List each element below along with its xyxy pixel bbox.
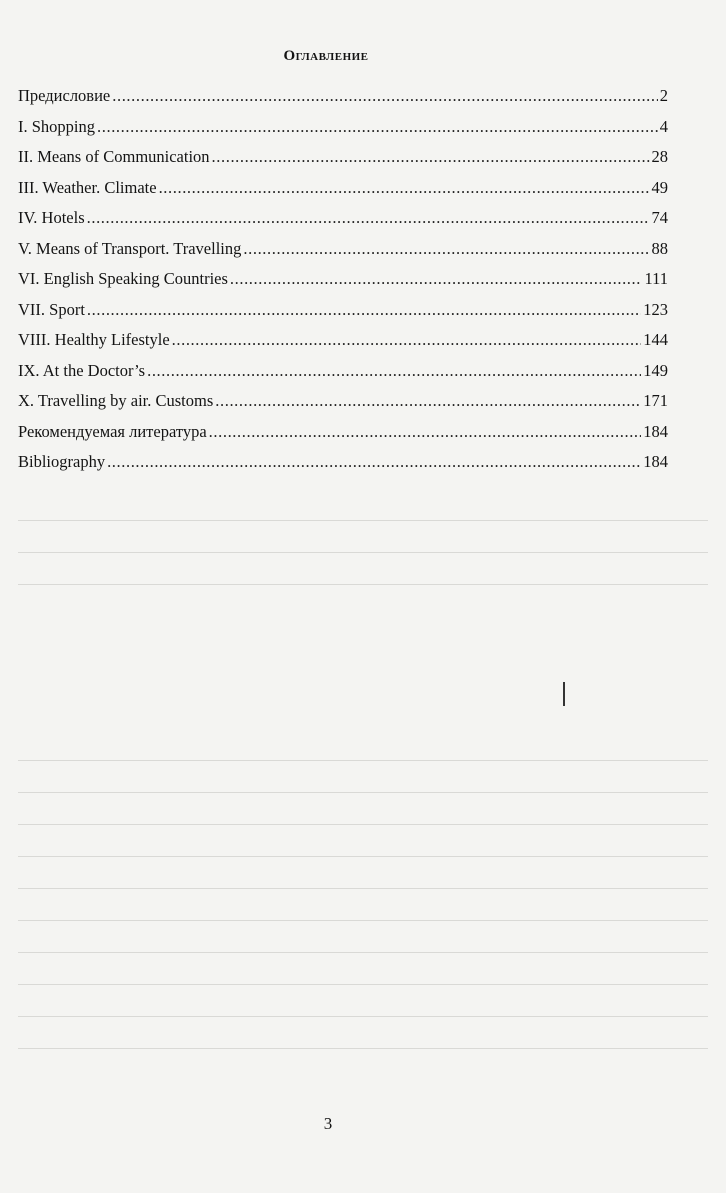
toc-entry-label: III. Weather. Climate xyxy=(18,177,157,197)
toc-entry-page: 171 xyxy=(643,391,668,410)
toc-dot-leader xyxy=(87,208,650,228)
toc-dot-leader xyxy=(230,269,643,289)
toc-title: Оглавление xyxy=(283,48,369,64)
toc-dot-leader xyxy=(243,239,649,259)
toc-entry-label: Bibliography xyxy=(18,452,106,471)
toc-entry xyxy=(18,239,668,270)
toc-entry xyxy=(18,391,668,422)
toc-entry xyxy=(18,208,668,239)
toc-entry-label: V. Means of Transport. Travelling xyxy=(18,238,242,258)
toc-entry-page: 28 xyxy=(651,147,668,166)
toc-entry-label: II. Means of Communication xyxy=(18,147,210,166)
toc-entry-label: VII. Sport xyxy=(18,299,85,319)
toc-entry-label: I. Shopping xyxy=(18,116,96,136)
toc-entry xyxy=(18,452,668,483)
toc-entry xyxy=(18,300,668,331)
toc-entry-page: 144 xyxy=(643,330,668,349)
table-of-contents xyxy=(18,86,668,483)
toc-dot-leader xyxy=(112,86,658,106)
toc-entry-label: Рекомендуемая литература xyxy=(18,421,207,441)
toc-entry xyxy=(18,422,668,453)
toc-dot-leader xyxy=(215,391,641,411)
page-number: 3 xyxy=(323,1114,333,1133)
show-through-line xyxy=(18,856,708,857)
toc-entry xyxy=(18,86,668,117)
show-through-line xyxy=(18,984,708,985)
show-through-line xyxy=(18,1016,708,1017)
toc-entry-label: IV. Hotels xyxy=(18,208,85,227)
toc-dot-leader xyxy=(87,300,641,320)
toc-entry-page: 88 xyxy=(651,238,668,258)
toc-entry-page: 123 xyxy=(643,299,668,319)
toc-entry-page: 4 xyxy=(659,116,668,136)
scan-mark xyxy=(563,682,565,706)
toc-entry xyxy=(18,178,668,209)
toc-entry-label: VIII. Healthy Lifestyle xyxy=(18,330,170,349)
toc-dot-leader xyxy=(172,330,642,350)
show-through-line xyxy=(18,552,708,553)
toc-dot-leader xyxy=(209,422,642,442)
toc-entry-label: Предисловие xyxy=(18,86,111,105)
show-through-line xyxy=(18,760,708,761)
toc-entry-label: VI. English Speaking Countries xyxy=(18,269,228,288)
toc-entry xyxy=(18,269,668,300)
toc-dot-leader xyxy=(147,361,641,381)
show-through-line xyxy=(18,888,708,889)
show-through-line xyxy=(18,1048,708,1049)
show-through-line xyxy=(18,584,708,585)
toc-entry-page: 184 xyxy=(643,421,668,441)
show-through-line xyxy=(18,920,708,921)
toc-entry-page: 49 xyxy=(651,177,668,197)
toc-entry xyxy=(18,117,668,148)
toc-dot-leader xyxy=(212,147,650,167)
toc-dot-leader xyxy=(97,117,658,137)
show-through-line xyxy=(18,952,708,953)
toc-entry-page: 2 xyxy=(659,86,668,105)
toc-entry xyxy=(18,147,668,178)
toc-entry xyxy=(18,330,668,361)
toc-entry-label: IX. At the Doctor’s xyxy=(18,360,146,380)
toc-entry xyxy=(18,361,668,392)
toc-dot-leader xyxy=(107,452,641,472)
toc-entry-page: 184 xyxy=(643,452,668,471)
show-through-line xyxy=(18,824,708,825)
toc-entry-page: 74 xyxy=(651,208,668,227)
toc-entry-page: 111 xyxy=(644,269,668,288)
toc-entry-page: 149 xyxy=(643,360,668,380)
toc-dot-leader xyxy=(159,178,650,198)
toc-entry-label: X. Travelling by air. Customs xyxy=(18,391,214,410)
show-through-line xyxy=(18,792,708,793)
show-through-line xyxy=(18,520,708,521)
